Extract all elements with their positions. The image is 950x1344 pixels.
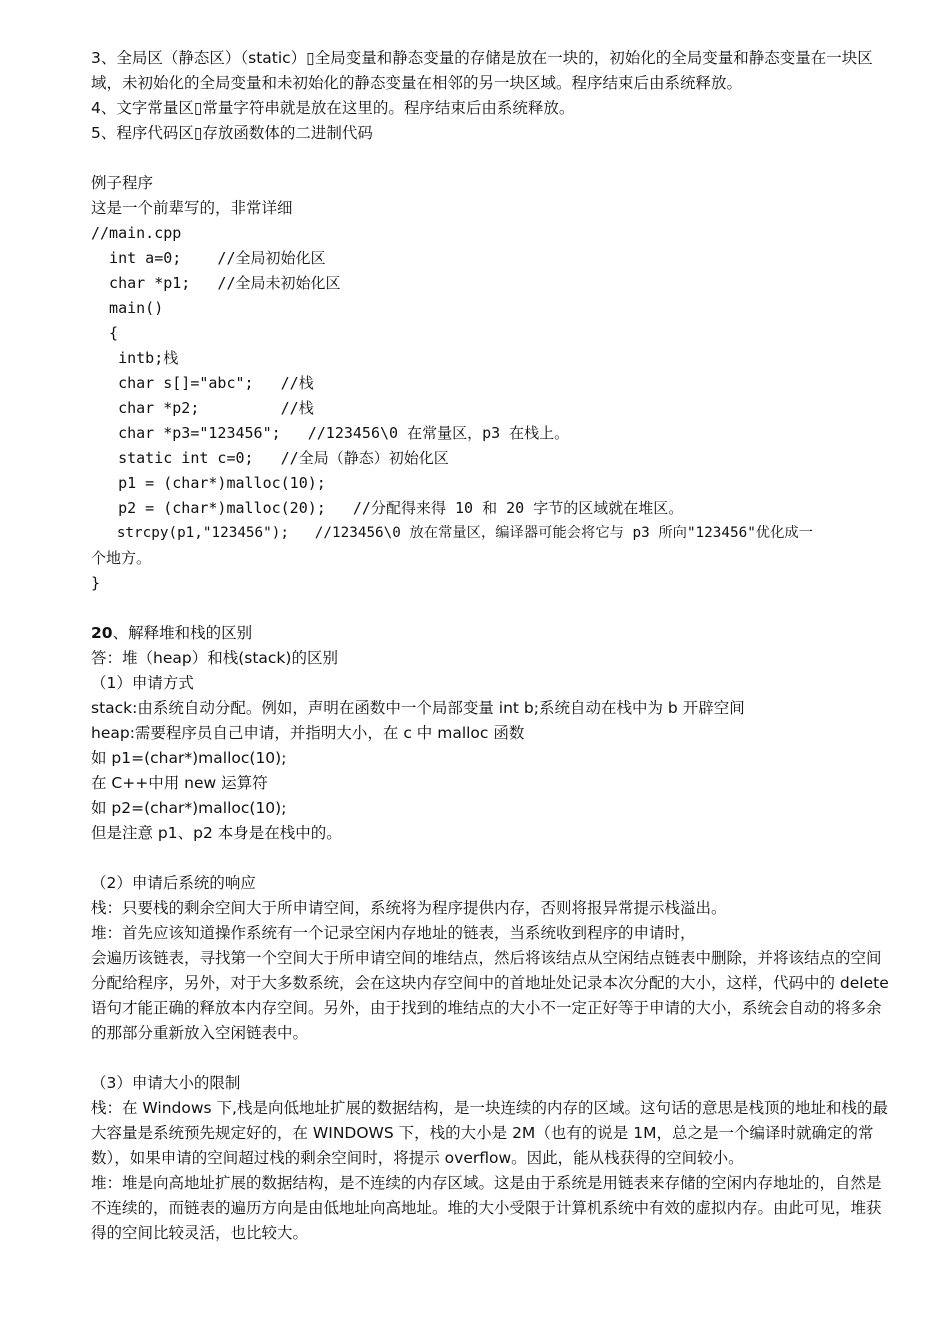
document-page [91, 46, 891, 1246]
part1-line: 如 p2=(char*)malloc(10); [91, 799, 287, 817]
code-line: { [91, 324, 119, 342]
code-line: char *p3="123456"; //123456\0 在常量区，p3 在栈上。 [91, 424, 570, 442]
code-line: strcpy(p1,"123456"); //123456\0 放在常量区，编译器可能会将它与 p3 所向"123456"优化成一 [91, 525, 813, 541]
code-block [91, 221, 891, 596]
part3-heap: 堆：堆是向高地址扩展的数据结构，是不连续的内存区域。这是由于系统是用链表来存储的空闲内存地址的，自然是不连续的，而链表的遍历方向是由低地址向高地址。堆的大小受限于计算机系统中有效的虚拟内存。由此可见，堆获得的空间比较灵活，也比较大。 [91, 1174, 882, 1242]
code-line: char *p1; //全局未初始化区 [91, 274, 341, 292]
part2-stack: 栈：只要栈的剩余空间大于所申请空间，系统将为程序提供内存，否则将报异常提示栈溢出。 [91, 899, 727, 917]
code-line: char s[]="abc"; //栈 [91, 374, 314, 392]
part3-stack: 栈：在 Windows 下,栈是向低地址扩展的数据结构，是一块连续的内存的区域。这句话的意思是栈顶的地址和栈的最大容量是系统预先规定好的，在 WINDOWS 下，栈的大小是 2M（也有的说是 1M，总之是一个编译时就确定的常数），如果申请的空间超过栈的剩余空间时，将提示 overflow。因此，能从栈获得的空间较小。 [91, 1099, 888, 1167]
code-line: intb;栈 [91, 349, 179, 367]
part3-heading: （3）申请大小的限制 [91, 1074, 241, 1092]
answer-intro: 答：堆（heap）和栈(stack)的区别 [91, 649, 338, 667]
paragraph-code-area: 5、程序代码区▯存放函数体的二进制代码 [91, 124, 373, 142]
part2-heap-continued: 会遍历该链表，寻找第一个空间大于所申请空间的堆结点，然后将该结点从空闲结点链表中删除，并将该结点的空间分配给程序，另外，对于大多数系统，会在这块内存空间中的首地址处记录本次分配的大小，这样，代码中的 delete 语句才能正确的释放本内存空间。另外，由于找到的堆结点的大小不一定正好等于申请的大小，系统会自动的将多余的那部分重新放入空闲链表中。 [91, 949, 889, 1042]
code-line: //main.cpp [91, 224, 182, 242]
code-line: } [91, 574, 101, 592]
code-line: char *p2; //栈 [91, 399, 314, 417]
paragraph-constant-area: 4、文字常量区▯常量字符串就是放在这里的。程序结束后由系统释放。 [91, 99, 575, 117]
code-line: int a=0; //全局初始化区 [91, 249, 326, 267]
part2-heading: （2）申请后系统的响应 [91, 874, 256, 892]
code-line: p2 = (char*)malloc(20); //分配得来得 10 和 20 字节的区域就在堆区。 [91, 499, 684, 517]
part1-line: 如 p1=(char*)malloc(10); [91, 749, 287, 767]
part1-line: 在 C++中用 new 运算符 [91, 774, 268, 792]
code-line: static int c=0; //全局（静态）初始化区 [91, 449, 449, 467]
part1-line: stack:由系统自动分配。例如，声明在函数中一个局部变量 int b;系统自动在栈中为 b 开辟空间 [91, 699, 745, 717]
part1-line: heap:需要程序员自己申请，并指明大小，在 c 中 malloc 函数 [91, 724, 525, 742]
question-20-heading [91, 621, 891, 646]
code-line: p1 = (char*)malloc(10); [91, 474, 326, 492]
code-line: 个地方。 [91, 549, 152, 567]
part1-line: 但是注意 p1、p2 本身是在栈中的。 [91, 824, 342, 842]
paragraph-global-static-area: 3、全局区（静态区）（static）▯全局变量和静态变量的存储是放在一块的，初始化的全局变量和静态变量在一块区域，未初始化的全局变量和未初始化的静态变量在相邻的另一块区域。程序结束后由系统释放。 [91, 49, 873, 92]
part1-heading: （1）申请方式 [91, 674, 194, 692]
question-title: 、解释堆和栈的区别 [112, 624, 253, 642]
example-title: 例子程序 [91, 174, 154, 192]
question-number: 20 [91, 624, 113, 642]
part2-heap: 堆：首先应该知道操作系统有一个记录空闲内存地址的链表，当系统收到程序的申请时， [91, 924, 696, 942]
example-note: 这是一个前辈写的，非常详细 [91, 199, 293, 217]
code-line: main() [91, 299, 164, 317]
